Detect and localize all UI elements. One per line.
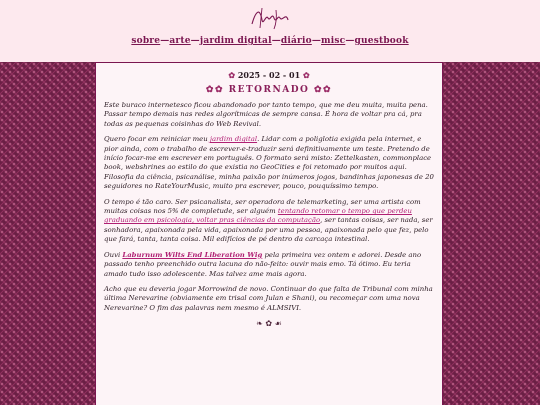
post-paragraph <box>104 251 434 279</box>
post-paragraph <box>104 198 434 245</box>
nav-link-arte[interactable]: arte <box>169 36 191 46</box>
nav-link-diario[interactable]: diário <box>280 36 312 46</box>
nav-separator: — <box>345 36 355 46</box>
post-inline-link[interactable]: Laburnum Wilts End Liberation Wig <box>122 250 263 259</box>
post-text: Ouvi <box>104 250 123 259</box>
post-inline-link[interactable]: tentando retomar o tempo que perdeu graduando em psicologia, voltar pras ciências da computação <box>104 207 412 225</box>
nav-separator: — <box>190 36 200 46</box>
nav-link-sobre[interactable]: sobre <box>131 36 161 46</box>
flower-icon: ✿✿ <box>205 85 224 95</box>
post-paragraph <box>104 135 434 191</box>
main-nav <box>0 36 540 46</box>
post-paragraph <box>104 101 434 129</box>
site-logo[interactable] <box>246 4 294 32</box>
nav-separator: — <box>271 36 281 46</box>
post-title <box>104 85 434 95</box>
post-text: Este buraco internetesco ficou abandonado por tanto tempo, que me deu muita, muita pena. Passar tempo demais nas redes algorítmicas de sempre cansa. É hora de voltar pra cá, pra todas as pequenas coisinhas do Web Revival. <box>104 101 428 128</box>
site-header <box>0 0 540 64</box>
post-text: O tempo é tão caro. Ser psicanalista, ser operadora de telemarketing, ser uma artista com muitas coisas nos 5% de completude, ser alguém <box>104 197 421 216</box>
post-title-text: RETORNADO <box>228 85 310 95</box>
left-pattern-panel <box>0 62 95 405</box>
flower-icon: ✿✿ <box>314 85 333 95</box>
post-text: . Lidar com a poliglotia exigida pela internet, e pior ainda, com o trabalho de escrever-e-traduzir será definitivamente um teste. Pretendo de início focar-me em escrever em português. O formato será misto: Zettelkasten, commonplace book, webshrines ao estilo do que existia no GeoCities e foi retomado por muitos aqui. Filosofia da ciência, psicanálise, minha paixão por inúmeros jogos, bandinhas japonesas de 20 seguidores no RateYourMusic, muito pra escrever, pouco, pouquíssimo tempo. <box>104 135 434 191</box>
nav-link-jardim-digital[interactable]: jardim digital <box>199 36 272 46</box>
post-text: pela primeira vez ontem e adorei. Desde ano passado tenho preenchido outra lacuna do não-feito: ouvir mais emo. Tá ótimo. Eu teria amado tudo isso adolescente. Mas talvez ame mais agora. <box>104 250 422 278</box>
nav-separator: — <box>311 36 322 46</box>
ornament-divider: ❧ ✿ ☙ <box>256 319 282 329</box>
flower-icon: ✿ <box>302 70 310 80</box>
nav-separator: — <box>160 36 170 46</box>
nav-link-misc[interactable]: misc <box>321 36 346 46</box>
post-text: Acho que eu deveria jogar Morrowind de novo. Continuar do que falta de Tribunal com minha última Nerevarine (obviamente em trisal com Julan e Shani), ou recomeçar com uma nova Nerevarine? O fim das palavras nem mesmo é ALMSIVI. <box>104 284 433 312</box>
post-text: Quero focar em reiniciar meu <box>104 135 210 144</box>
blog-post-card <box>95 62 443 405</box>
post-date <box>104 70 434 80</box>
post-body <box>104 101 434 313</box>
nav-link-guestbook[interactable]: guestbook <box>354 36 409 46</box>
right-pattern-panel <box>443 62 540 405</box>
flower-icon: ✿ <box>228 70 236 80</box>
post-paragraph <box>104 285 434 313</box>
post-text: , ser tantas coisas, ser nada, ser sonhadora, apaixonada pela vida, apaixonada por uma pessoa, apaixonada pelo que fez, pelo que fará, tanta, tanta coisa. Mil edifícios de pé dentro da carcaça intestinal. <box>104 216 433 244</box>
post-date-text: 2025 - 02 - 01 <box>237 70 301 80</box>
post-inline-link[interactable]: jardim digital <box>209 135 258 144</box>
